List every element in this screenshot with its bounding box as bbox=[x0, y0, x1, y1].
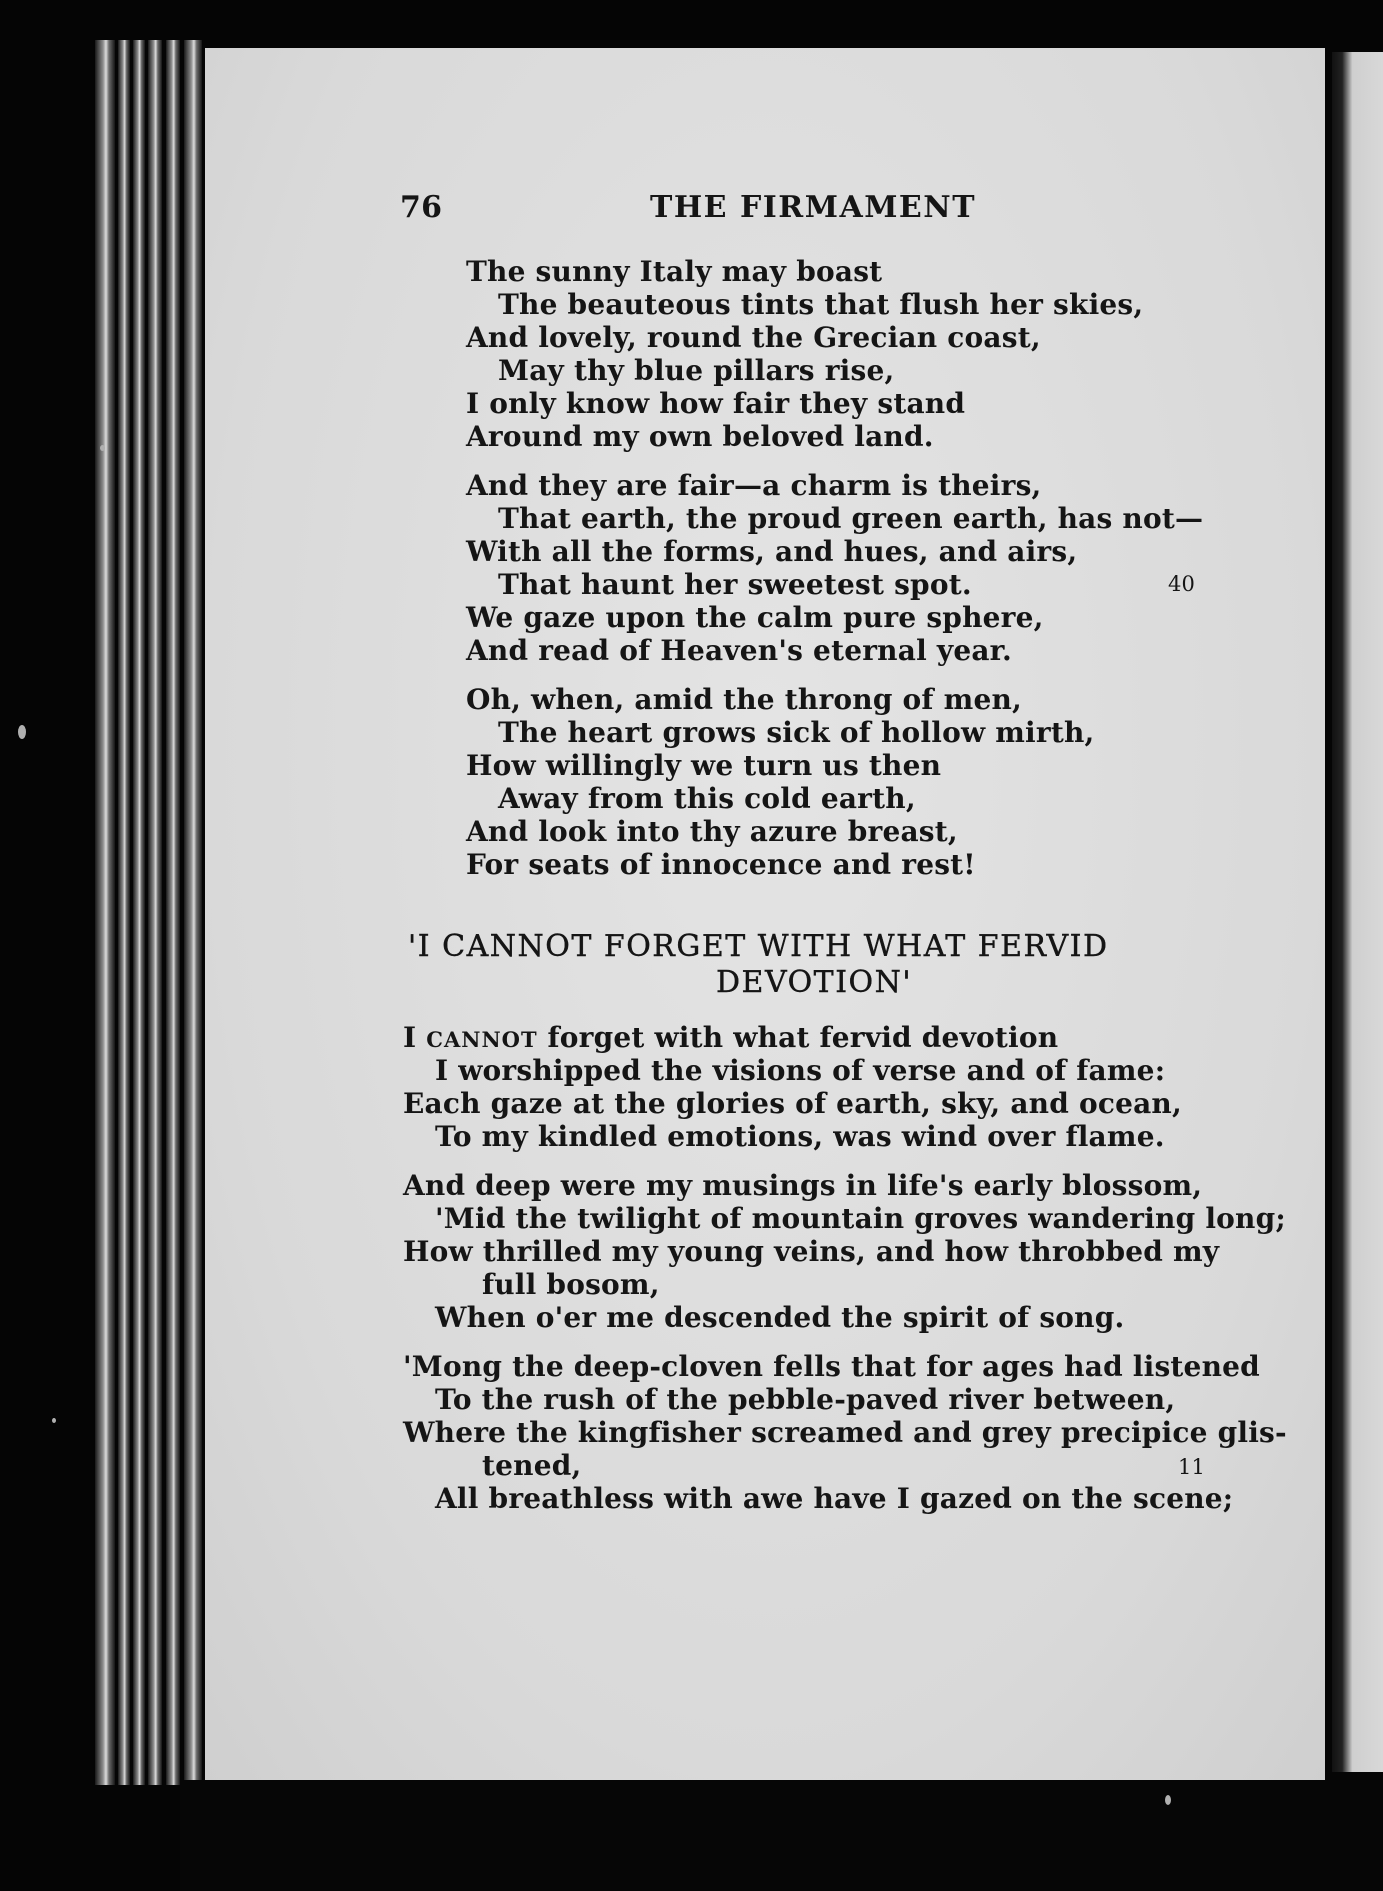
speck bbox=[100, 445, 105, 451]
poem-line: How thrilled my young veins, and how throbbed my bbox=[403, 1235, 1220, 1268]
poem-line: To my kindled emotions, was wind over flame. bbox=[435, 1120, 1165, 1153]
speck bbox=[52, 1418, 56, 1423]
poem-line: To the rush of the pebble-paved river between, bbox=[435, 1383, 1176, 1416]
poem-line: Around my own beloved land. bbox=[466, 420, 934, 453]
poem-line: And read of Heaven's eternal year. bbox=[466, 634, 1013, 667]
poem-line: With all the forms, and hues, and airs, bbox=[466, 535, 1078, 568]
poem-line: That haunt her sweetest spot. bbox=[498, 568, 972, 601]
poem-line: And look into thy azure breast, bbox=[466, 815, 958, 848]
poem-line: full bosom, bbox=[482, 1268, 660, 1301]
poem-title: DEVOTION' bbox=[716, 965, 913, 1000]
poem-line: And lovely, round the Grecian coast, bbox=[466, 321, 1041, 354]
poem-line: Oh, when, amid the throng of men, bbox=[466, 683, 1022, 716]
page-shadow bbox=[180, 1780, 1383, 1891]
speck bbox=[18, 725, 26, 739]
book-edge bbox=[133, 40, 145, 1785]
poem-line: I only know how fair they stand bbox=[466, 387, 966, 420]
book-edge bbox=[95, 40, 115, 1785]
poem-line: For seats of innocence and rest! bbox=[466, 848, 976, 881]
poem-line: The heart grows sick of hollow mirth, bbox=[498, 716, 1095, 749]
running-title: THE FIRMAMENT bbox=[650, 190, 977, 225]
book-edge bbox=[148, 40, 162, 1785]
book-edge bbox=[118, 40, 130, 1785]
poem-line: Away from this cold earth, bbox=[498, 782, 916, 815]
poem-line: How willingly we turn us then bbox=[466, 749, 942, 782]
poem-line: The sunny Italy may boast bbox=[466, 255, 883, 288]
line-number: 40 bbox=[1168, 572, 1196, 596]
poem-title: 'I CANNOT FORGET WITH WHAT FERVID bbox=[408, 929, 1109, 964]
poem-line: 'Mong the deep-cloven fells that for ages had listened bbox=[403, 1350, 1260, 1383]
facing-page-edge bbox=[1332, 52, 1383, 1772]
poem-line: All breathless with awe have I gazed on the scene; bbox=[435, 1482, 1234, 1515]
poem-line: I worshipped the visions of verse and of fame: bbox=[435, 1054, 1166, 1087]
poem-line: 'Mid the twilight of mountain groves wandering long; bbox=[435, 1202, 1286, 1235]
poem-line: And deep were my musings in life's early blossom, bbox=[403, 1169, 1203, 1202]
poem-line: When o'er me descended the spirit of song. bbox=[435, 1301, 1125, 1334]
poem-line: That earth, the proud green earth, has not— bbox=[498, 502, 1204, 535]
book-edge bbox=[184, 40, 202, 1785]
poem-line: May thy blue pillars rise, bbox=[498, 354, 895, 387]
poem-line: Where the kingfisher screamed and grey precipice glis- bbox=[403, 1416, 1287, 1449]
poem-line: We gaze upon the calm pure sphere, bbox=[466, 601, 1044, 634]
poem-line: The beauteous tints that flush her skies, bbox=[498, 288, 1144, 321]
poem-line: Each gaze at the glories of earth, sky, and ocean, bbox=[403, 1087, 1182, 1120]
poem-line: And they are fair—a charm is theirs, bbox=[466, 469, 1042, 502]
first-line-rest: forget with what fervid devotion bbox=[537, 1021, 1059, 1054]
poem-first-line bbox=[403, 1021, 1059, 1054]
first-word-small-caps: CANNOT bbox=[426, 1027, 538, 1052]
book-edge bbox=[166, 40, 180, 1785]
first-word-initial: I bbox=[403, 1021, 427, 1054]
poem-line: tened, bbox=[482, 1449, 582, 1482]
page-number: 76 bbox=[400, 190, 443, 225]
line-number: 11 bbox=[1178, 1455, 1206, 1479]
speck bbox=[1165, 1795, 1171, 1805]
